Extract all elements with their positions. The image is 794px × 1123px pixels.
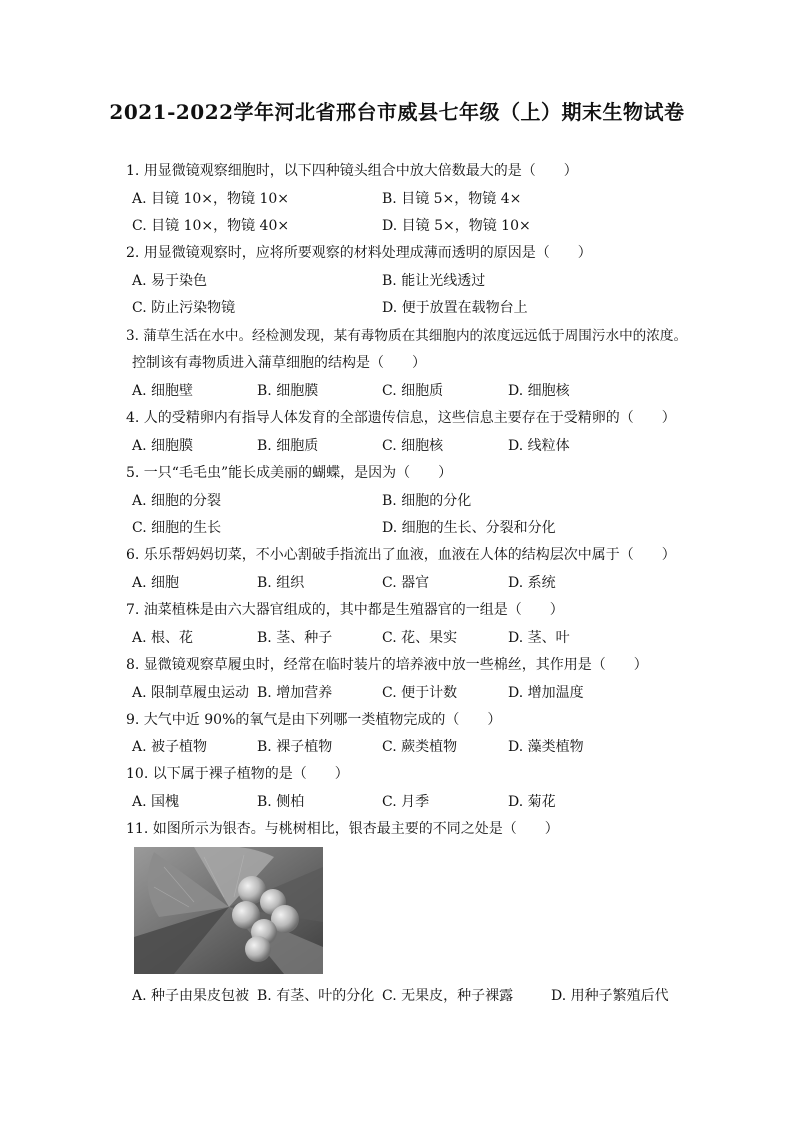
question-6-option-a: A. 细胞 [132, 575, 180, 591]
question-10-option-b: B. 侧柏 [257, 794, 305, 810]
question-3-option-a: A. 细胞壁 [132, 383, 194, 399]
question-2-stem: 2. 用显微镜观察时，应将所要观察的材料处理成薄而透明的原因是（ ） [126, 245, 592, 261]
question-1-option-a: A. 目镜 10×，物镜 10× [132, 191, 290, 207]
ginkgo-photo [134, 847, 323, 974]
question-11-option-b: B. 有茎、叶的分化 [257, 988, 375, 1004]
question-8-option-d: D. 增加温度 [508, 685, 584, 701]
question-4-stem: 4. 人的受精卵内有指导人体发育的全部遗传信息，这些信息主要存在于受精卵的（ ） [126, 410, 676, 426]
question-3-stem-continued: 控制该有毒物质进入蒲草细胞的结构是（ ） [132, 355, 426, 371]
question-9-option-b: B. 裸子植物 [257, 739, 333, 755]
question-1-option-c: C. 目镜 10×，物镜 40× [132, 218, 290, 234]
question-3-option-c: C. 细胞质 [382, 383, 444, 399]
question-8-option-a: A. 限制草履虫运动 [132, 685, 250, 701]
question-5-option-a: A. 细胞的分裂 [132, 493, 222, 509]
question-1-stem: 1. 用显微镜观察细胞时，以下四种镜头组合中放大倍数最大的是（ ） [126, 163, 578, 179]
question-11-option-a: A. 种子由果皮包被 [132, 988, 250, 1004]
question-8-stem: 8. 显微镜观察草履虫时，经常在临时装片的培养液中放一些棉丝，其作用是（ ） [126, 657, 648, 673]
question-4-option-c: C. 细胞核 [382, 438, 444, 454]
question-2-option-d: D. 便于放置在载物台上 [382, 300, 528, 316]
question-8-option-c: C. 便于计数 [382, 685, 458, 701]
question-4-option-d: D. 线粒体 [508, 438, 570, 454]
question-4-option-b: B. 细胞质 [257, 438, 319, 454]
question-11-option-c: C. 无果皮，种子裸露 [382, 988, 514, 1004]
question-6-option-b: B. 组织 [257, 575, 305, 591]
question-7-option-c: C. 花、果实 [382, 630, 458, 646]
question-3-stem: 3. 蒲草生活在水中。经检测发现，某有毒物质在其细胞内的浓度远远低于周围污水中的浓度。 [126, 328, 688, 344]
question-7-stem: 7. 油菜植株是由六大器官组成的，其中都是生殖器官的一组是（ ） [126, 602, 564, 618]
question-9-option-a: A. 被子植物 [132, 739, 208, 755]
question-2-option-c: C. 防止污染物镜 [132, 300, 236, 316]
question-6-option-d: D. 系统 [508, 575, 556, 591]
page-title: 2021-2022学年河北省邢台市威县七年级（上）期末生物试卷 [109, 100, 685, 124]
question-6-stem: 6. 乐乐帮妈妈切菜，不小心割破手指流出了血液，血液在人体的结构层次中属于（ ） [126, 547, 676, 563]
question-10-option-d: D. 菊花 [508, 794, 556, 810]
question-9-stem: 9. 大气中近 90%的氧气是由下列哪一类植物完成的（ ） [126, 712, 502, 728]
question-2-option-b: B. 能让光线透过 [382, 273, 486, 289]
question-10-option-a: A. 国槐 [132, 794, 180, 810]
question-4-option-a: A. 细胞膜 [132, 438, 194, 454]
question-7-option-b: B. 茎、种子 [257, 630, 333, 646]
question-5-option-d: D. 细胞的生长、分裂和分化 [382, 520, 556, 536]
question-7-option-d: D. 茎、叶 [508, 630, 570, 646]
question-10-stem: 10. 以下属于裸子植物的是（ ） [126, 766, 349, 782]
question-6-option-c: C. 器官 [382, 575, 430, 591]
question-10-option-c: C. 月季 [382, 794, 430, 810]
question-8-option-b: B. 增加营养 [257, 685, 333, 701]
question-2-option-a: A. 易于染色 [132, 273, 208, 289]
question-3-option-b: B. 细胞膜 [257, 383, 319, 399]
question-5-option-b: B. 细胞的分化 [382, 493, 472, 509]
question-5-stem: 5. 一只“毛毛虫”能长成美丽的蝴蝶，是因为（ ） [126, 465, 453, 481]
question-1-option-b: B. 目镜 5×，物镜 4× [382, 191, 522, 207]
question-5-option-c: C. 细胞的生长 [132, 520, 222, 536]
question-3-option-d: D. 细胞核 [508, 383, 570, 399]
question-11-stem: 11. 如图所示为银杏。与桃树相比，银杏最主要的不同之处是（ ） [126, 821, 559, 837]
question-9-option-c: C. 蕨类植物 [382, 739, 458, 755]
question-7-option-a: A. 根、花 [132, 630, 194, 646]
question-1-option-d: D. 目镜 5×，物镜 10× [382, 218, 531, 234]
question-11-option-d: D. 用种子繁殖后代 [551, 988, 669, 1004]
question-9-option-d: D. 藻类植物 [508, 739, 584, 755]
